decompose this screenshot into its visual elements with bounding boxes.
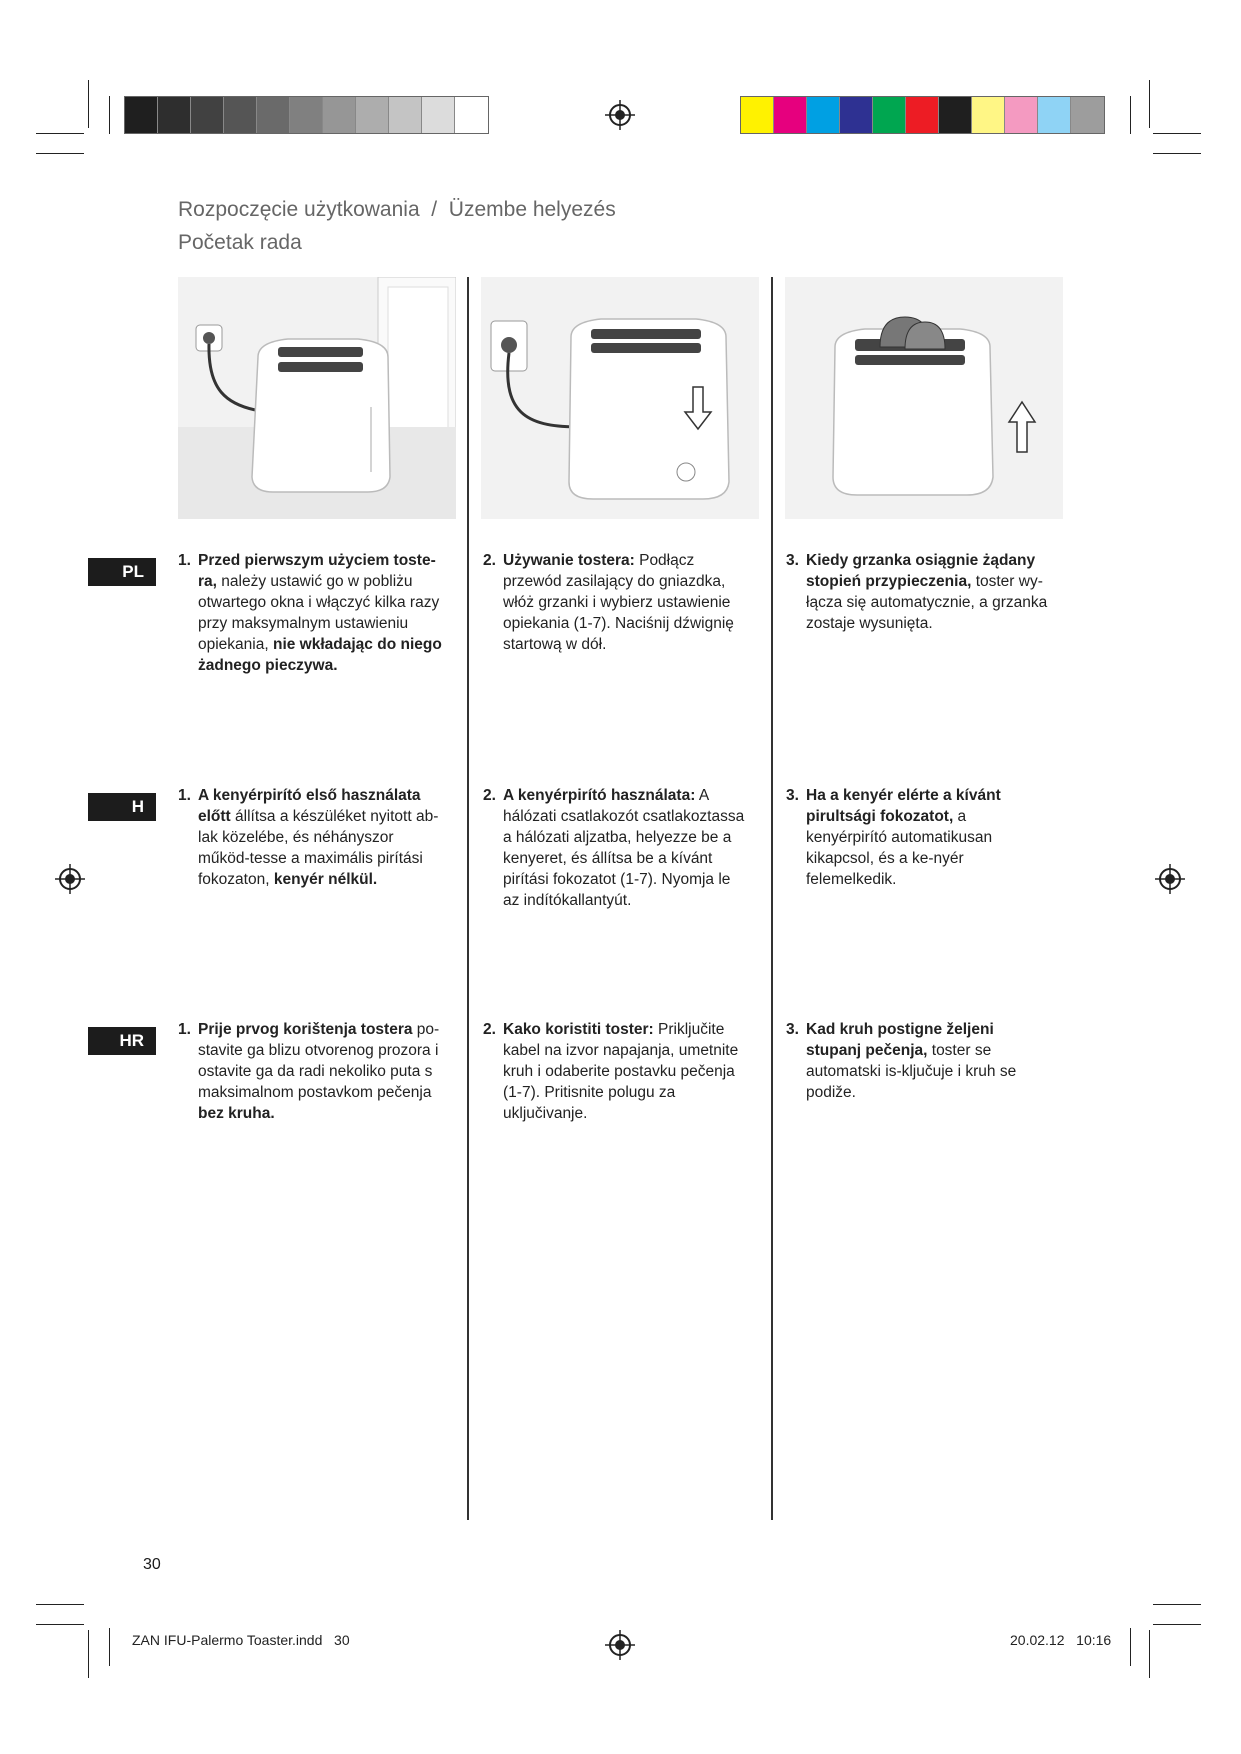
crop-mark: [1130, 96, 1131, 134]
gray-swatch: [455, 97, 488, 133]
toaster-illustration-toast-up: [785, 277, 1063, 519]
lang-label-pl: PL: [88, 558, 156, 586]
grayscale-bar: [124, 96, 489, 134]
crop-mark: [88, 80, 89, 128]
crop-mark: [36, 133, 84, 134]
lang-label-hr: HR: [88, 1027, 156, 1055]
step-pl-1: 1. Przed pierwszym użyciem toste-ra, należy ustawić go w pobliżu otwartego okna i włączyć kilka razy przy maksymalnym ustawieniu opiekania, nie wkładając do niego żadnego pieczywa.: [178, 552, 442, 674]
crop-mark: [1153, 1604, 1201, 1605]
color-swatch: [939, 97, 972, 133]
color-swatch: [873, 97, 906, 133]
step-hr-2: 2. Kako koristiti toster: Priključite kabel na izvor napajanja, umetnite kruh i odaberite postavku pečenja (1-7). Pritisnite polugu za uključivanje.: [483, 1021, 739, 1122]
gray-swatch: [224, 97, 257, 133]
step-h-1: 1. A kenyérpirító első használata előtt állítsa a készüléket nyitott ab-lak közelébe, és néhányszor működ-tesse a maximális pirítási fokozaton, kenyér nélkül.: [178, 787, 439, 888]
color-swatch: [840, 97, 873, 133]
gray-swatch: [422, 97, 455, 133]
color-swatch: [1005, 97, 1038, 133]
registration-mark-icon: [1155, 864, 1185, 894]
gray-swatch: [158, 97, 191, 133]
gray-swatch: [389, 97, 422, 133]
color-swatch: [972, 97, 1005, 133]
page-subtitle: Početak rada: [178, 231, 302, 254]
crop-mark: [1149, 1630, 1150, 1678]
gray-swatch: [356, 97, 389, 133]
registration-mark-icon: [605, 1630, 635, 1660]
crop-mark: [1149, 80, 1150, 128]
color-swatch: [807, 97, 840, 133]
page-number: 30: [143, 1556, 161, 1573]
toaster-illustration-plugged: [178, 277, 456, 519]
registration-mark-icon: [605, 100, 635, 130]
toaster-illustration-lever-down: [481, 277, 759, 519]
lang-label-h: H: [88, 793, 156, 821]
crop-mark: [1153, 153, 1201, 154]
column-divider: [771, 277, 773, 1520]
column-divider: [467, 277, 469, 1520]
color-swatch: [906, 97, 939, 133]
step-hr-3: 3. Kad kruh postigne željeni stupanj pečenja, toster se automatski is-ključuje i kruh se podiže.: [786, 1021, 1017, 1101]
crop-mark: [109, 1628, 110, 1666]
crop-mark: [36, 153, 84, 154]
gray-swatch: [125, 97, 158, 133]
step-pl-2: 2. Używanie tostera: Podłącz przewód zasilający do gniazdka, włóż grzanki i wybierz ustawienie opiekania (1-7). Naciśnij dźwignię startową w dół.: [483, 552, 734, 653]
step-hr-1: 1. Prije prvog korištenja tostera po-stavite ga blizu otvorenog prozora i ostavite ga da radi nekoliko puta s maksimalnom postavkom pečenja bez kruha.: [178, 1021, 440, 1122]
registration-mark-icon: [55, 864, 85, 894]
color-swatch: [1038, 97, 1071, 133]
footer-filename: ZAN IFU-Palermo Toaster.indd 30: [132, 1632, 350, 1648]
step-pl-3: 3. Kiedy grzanka osiągnie żądany stopień przypieczenia, toster wy-łącza się automatycznie, a grzanka zostaje wysunięta.: [786, 552, 1048, 632]
crop-mark: [109, 96, 110, 134]
crop-mark: [36, 1624, 84, 1625]
crop-mark: [1130, 1628, 1131, 1666]
gray-swatch: [191, 97, 224, 133]
footer-date: 20.02.12 10:16: [1010, 1632, 1112, 1648]
color-bar: [740, 96, 1105, 134]
crop-mark: [1153, 1624, 1201, 1625]
crop-mark: [1153, 133, 1201, 134]
gray-swatch: [290, 97, 323, 133]
gray-swatch: [257, 97, 290, 133]
page-title: Rozpoczęcie użytkowania / Üzembe helyezés: [178, 198, 616, 221]
gray-swatch: [323, 97, 356, 133]
crop-mark: [36, 1604, 84, 1605]
color-swatch: [741, 97, 774, 133]
color-swatch: [774, 97, 807, 133]
crop-mark: [88, 1630, 89, 1678]
step-h-3: 3. Ha a kenyér elérte a kívánt pirultsági fokozatot, a kenyérpirító automatikusan kikapcsol, és a ke-nyér felemelkedik.: [786, 787, 1001, 888]
color-swatch: [1071, 97, 1104, 133]
step-h-2: 2. A kenyérpirító használata: A hálózati csatlakozót csatlakoztassa a hálózati aljzatba, helyezze be a kenyeret, és állítsa be a kívánt pirítási fokozatot (1-7). Nyomja le az indítókallantyút.: [483, 787, 745, 909]
